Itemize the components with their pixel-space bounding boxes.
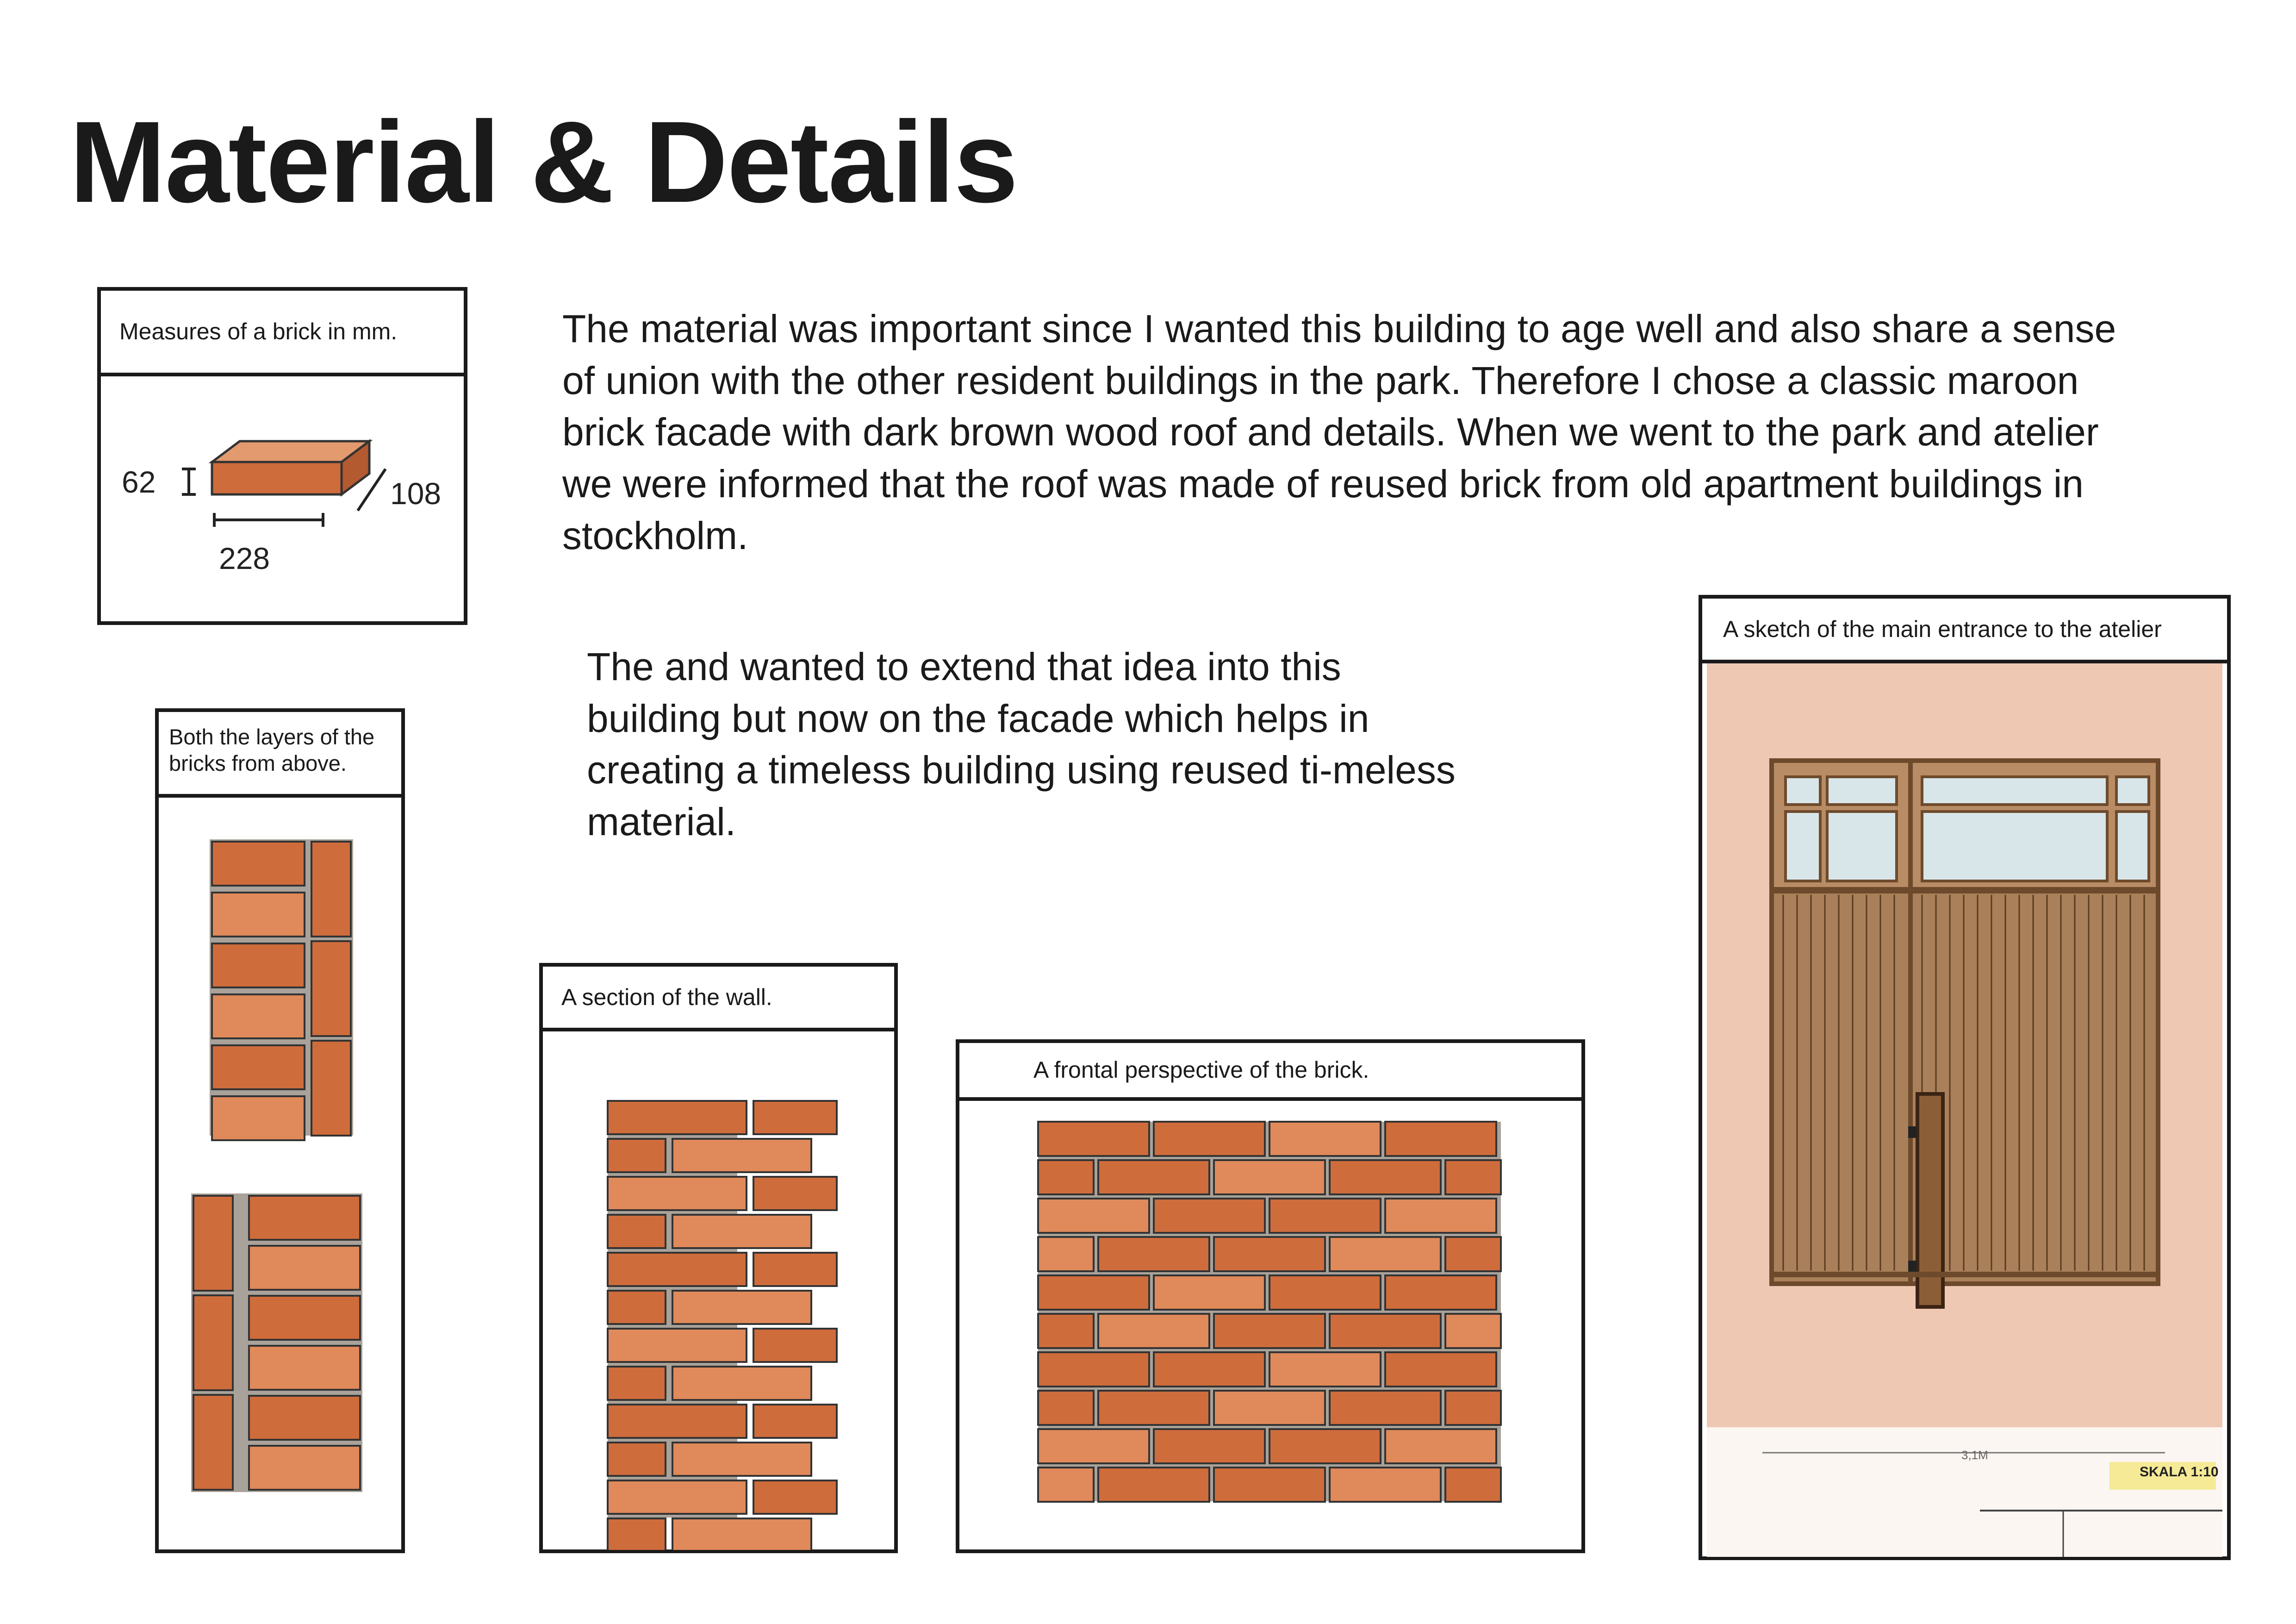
brick (1154, 1199, 1265, 1233)
brick (212, 943, 305, 987)
brick (1445, 1237, 1501, 1271)
brick (1385, 1429, 1496, 1463)
brick (249, 1246, 360, 1290)
brick (608, 1139, 666, 1172)
frontal-caption: A frontal perspective of the brick. (959, 1043, 1581, 1101)
brick (1445, 1391, 1501, 1425)
brick (1385, 1122, 1496, 1156)
brick-length-label: 228 (219, 541, 270, 575)
brick (753, 1405, 837, 1438)
brick (249, 1396, 360, 1440)
brick (1098, 1468, 1209, 1502)
brick (1038, 1314, 1094, 1348)
brick (1214, 1160, 1325, 1194)
brick (753, 1253, 837, 1286)
brick (1038, 1237, 1094, 1271)
brick (212, 1096, 305, 1140)
brick (311, 941, 351, 1036)
brick (1098, 1237, 1209, 1271)
brick (1038, 1160, 1094, 1194)
brick (1214, 1314, 1325, 1348)
frontal-panel (956, 1039, 1585, 1553)
brick (212, 994, 305, 1038)
brick (608, 1253, 747, 1286)
brick (212, 893, 305, 937)
brick (212, 842, 305, 886)
brick (753, 1101, 837, 1134)
brick (1038, 1391, 1094, 1425)
wall-section-caption: A section of the wall. (543, 967, 894, 1031)
page-title: Material & Details (69, 97, 1018, 226)
brick (608, 1215, 666, 1248)
brick (1038, 1275, 1149, 1310)
brick (608, 1177, 747, 1210)
wall-section-panel (539, 963, 898, 1553)
entrance-scale-label: SKALA 1:10 (2140, 1464, 2219, 1480)
brick (672, 1367, 811, 1400)
brick (1330, 1160, 1441, 1194)
brick (753, 1480, 837, 1514)
brick (1214, 1391, 1325, 1425)
brick (608, 1367, 666, 1400)
brick (1445, 1468, 1501, 1502)
brick (672, 1291, 811, 1324)
brick (753, 1177, 837, 1210)
brick (1385, 1199, 1496, 1233)
brick (1154, 1275, 1265, 1310)
brick (1214, 1237, 1325, 1271)
brick (1154, 1122, 1265, 1156)
brick (672, 1215, 811, 1248)
brick (1038, 1199, 1149, 1233)
brick (608, 1480, 747, 1514)
brick (1038, 1352, 1149, 1387)
brick (212, 1045, 305, 1089)
brick (1038, 1429, 1149, 1463)
brick (672, 1139, 811, 1172)
brick (1098, 1160, 1209, 1194)
brick (1269, 1275, 1381, 1310)
reuse-paragraph: The and wanted to extend that idea into this building but now on the facade which helps in creating a timeless building using reused ti-meless material. (587, 645, 1456, 844)
brick (1445, 1314, 1501, 1348)
layers-caption: Both the layers of the bricks from above. (159, 712, 401, 798)
brick (1038, 1122, 1149, 1156)
brick (1330, 1468, 1441, 1502)
brick (1214, 1468, 1325, 1502)
brick (311, 1041, 351, 1136)
brick (1269, 1199, 1381, 1233)
wall-section-sketch (543, 1031, 894, 1550)
brick-frontal-sketch (959, 1101, 1581, 1550)
brick (1269, 1429, 1381, 1463)
brick (608, 1101, 747, 1134)
brick (1385, 1352, 1496, 1387)
brick (1385, 1275, 1496, 1310)
brick-layers-sketch (159, 798, 401, 1552)
brick (311, 842, 351, 937)
entrance-width-note: 3,1M (1961, 1448, 1988, 1462)
layers-panel (155, 708, 405, 1553)
brick-depth-label: 108 (390, 476, 442, 511)
brick (672, 1518, 811, 1550)
brick-measures-caption: Measures of a brick in mm. (101, 291, 464, 376)
entrance-caption: A sketch of the main entrance to the atelier (1702, 599, 2227, 663)
brick (1445, 1160, 1501, 1194)
brick (1154, 1429, 1265, 1463)
brick (608, 1518, 666, 1550)
brick (193, 1196, 233, 1291)
brick (1269, 1352, 1381, 1387)
brick (1098, 1391, 1209, 1425)
brick (608, 1405, 747, 1438)
brick (249, 1196, 360, 1240)
brick (249, 1296, 360, 1340)
brick (608, 1291, 666, 1324)
brick (1330, 1237, 1441, 1271)
brick (1330, 1391, 1441, 1425)
brick (193, 1295, 233, 1390)
entrance-door-sketch (1702, 663, 2227, 1557)
brick-measures-panel (97, 287, 467, 625)
brick (608, 1443, 666, 1476)
brick (1098, 1314, 1209, 1348)
brick (753, 1329, 837, 1362)
entrance-panel (1699, 595, 2231, 1560)
brick-height-label: 62 (122, 465, 156, 499)
brick (1330, 1314, 1441, 1348)
brick (193, 1395, 233, 1490)
brick (249, 1446, 360, 1490)
intro-paragraph: The material was important since I wanted this building to age well and also share a sense of union with the other resident buildings in the park. Therefore I chose a classic maroon brick facade with dark brown wood roof and details. When we went to the park and atelier we were informed that the roof was made of reused brick from old apartment buildings in stockholm. (562, 307, 2116, 557)
brick (672, 1443, 811, 1476)
brick (1269, 1122, 1381, 1156)
brick (249, 1346, 360, 1390)
brick (1154, 1352, 1265, 1387)
brick (1038, 1468, 1094, 1502)
brick (608, 1329, 747, 1362)
